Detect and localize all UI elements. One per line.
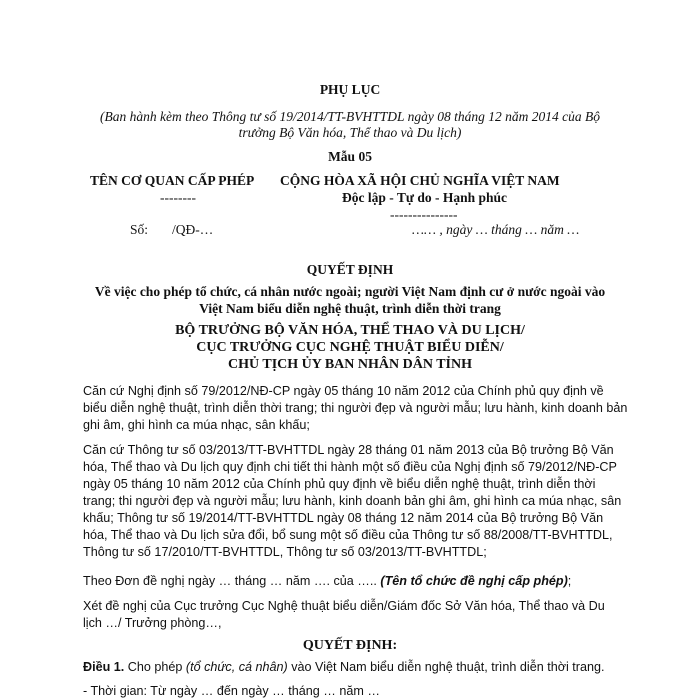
- appendix-subtitle-line-1: (Ban hành kèm theo Thông tư số 19/2014/TT-BVHTTDL ngày 08 tháng 12 năm 2014 của Bộ: [100, 109, 600, 124]
- decision-subject-line-1: Về việc cho phép tổ chức, cá nhân nước ngoài; người Việt Nam định cư ở nước ngoài vào: [94, 284, 606, 299]
- legal-basis-1-line-3: ghi âm, ghi hình ca múa nhạc, sân khấu;: [83, 418, 310, 432]
- legal-basis-2-line-7: Thông tư số 17/2010/TT-BVHTTDL, Thông tư số 03/2013/TT-BVHTTDL;: [83, 545, 487, 559]
- legal-basis-2-line-1: Căn cứ Thông tư số 03/2013/TT-BVHTTDL ngày 28 tháng 01 năm 2013 của Bộ trưởng Bộ Văn: [83, 443, 614, 457]
- national-motto: Độc lập - Tự do - Hạnh phúc: [342, 190, 508, 205]
- decision-heading: QUYẾT ĐỊNH: [306, 262, 394, 277]
- authority-line-1: BỘ TRƯỞNG BỘ VĂN HÓA, THỂ THAO VÀ DU LỊCH/: [175, 323, 525, 338]
- proposal-line-2: lịch …/ Trưởng phòng…,: [83, 616, 222, 630]
- application-reference: [83, 573, 571, 590]
- legal-basis-2-line-4: trang; thi người đẹp và người mẫu; lưu hành, kinh doanh bản ghi âm, ghi hình ca múa nhạc, sân: [83, 494, 622, 508]
- form-number: Mẫu 05: [328, 149, 372, 164]
- applicant-placeholder: (Tên tổ chức đề nghị cấp phép): [380, 574, 568, 588]
- legal-basis-1-line-1: Căn cứ Nghị định số 79/2012/NĐ-CP ngày 05 tháng 10 năm 2012 của Chính phủ quy định về: [83, 384, 604, 398]
- agency-divider: --------: [160, 190, 196, 205]
- authority-line-3: CHỦ TỊCH ỦY BAN NHÂN DÂN TỈNH: [228, 357, 472, 372]
- legal-basis-2-line-5: khấu; Thông tư số 19/2014/TT-BVHTTDL ngày 08 tháng 12 năm 2014 của Bộ trưởng Bộ Văn: [83, 511, 604, 525]
- article-1-label: Điều 1.: [83, 660, 125, 674]
- article-1-text-end: vào Việt Nam biểu diễn nghệ thuật, trình diễn thời trang.: [287, 660, 605, 674]
- motto-divider: ---------------: [390, 207, 458, 222]
- decision-number-value: /QĐ-…: [172, 222, 214, 237]
- decision-number-label: Số:: [130, 222, 149, 237]
- legal-basis-2-line-6: hóa, Thể thao và Du lịch sửa đổi, bổ sung một số điều của Thông tư số 88/2008/TT-BVHTTDL,: [83, 528, 613, 542]
- decide-heading: QUYẾT ĐỊNH:: [302, 638, 398, 653]
- appendix-title: PHỤ LỤC: [319, 82, 381, 97]
- application-end: ;: [567, 574, 572, 588]
- article-1-text-start: Cho phép: [124, 660, 186, 674]
- place-date-line: …… , ngày … tháng … năm …: [412, 222, 580, 237]
- issuing-agency-name: TÊN CƠ QUAN CẤP PHÉP: [90, 173, 255, 188]
- legal-basis-2-line-3: ngày 05 tháng 10 năm 2012 của Chính phủ quy định về biểu diễn nghệ thuật, trình diễn thời: [83, 477, 596, 491]
- authority-line-2: CỤC TRƯỞNG CỤC NGHỆ THUẬT BIỂU DIỄN/: [196, 340, 504, 355]
- legal-basis-1-line-2: biểu diễn nghệ thuật, trình diễn thời trang; thi người đẹp và người mẫu; lưu hành, kinh doanh bản: [83, 401, 628, 415]
- article-1: [83, 659, 605, 676]
- proposal-line-1: Xét đề nghị của Cục trưởng Cục Nghệ thuật biểu diễn/Giám đốc Sở Văn hóa, Thể thao và Du: [83, 599, 605, 613]
- appendix-subtitle-line-2: trưởng Bộ Văn hóa, Thể thao và Du lịch): [238, 125, 462, 140]
- decision-subject-line-2: Việt Nam biểu diễn nghệ thuật, trình diễn thời trang: [199, 301, 501, 316]
- country-name: CỘNG HÒA XÃ HỘI CHỦ NGHĨA VIỆT NAM: [280, 173, 560, 188]
- article-1-placeholder: (tổ chức, cá nhân): [185, 660, 288, 674]
- legal-basis-2-line-2: hóa, Thể thao và Du lịch quy định chi tiết thi hành một số điều của Nghị định số 79/2012/NĐ-CP: [83, 460, 617, 474]
- application-text: Theo Đơn đề nghị ngày … tháng … năm …. của …..: [83, 574, 381, 588]
- time-line: - Thời gian: Từ ngày … đến ngày … tháng … năm …: [83, 684, 380, 698]
